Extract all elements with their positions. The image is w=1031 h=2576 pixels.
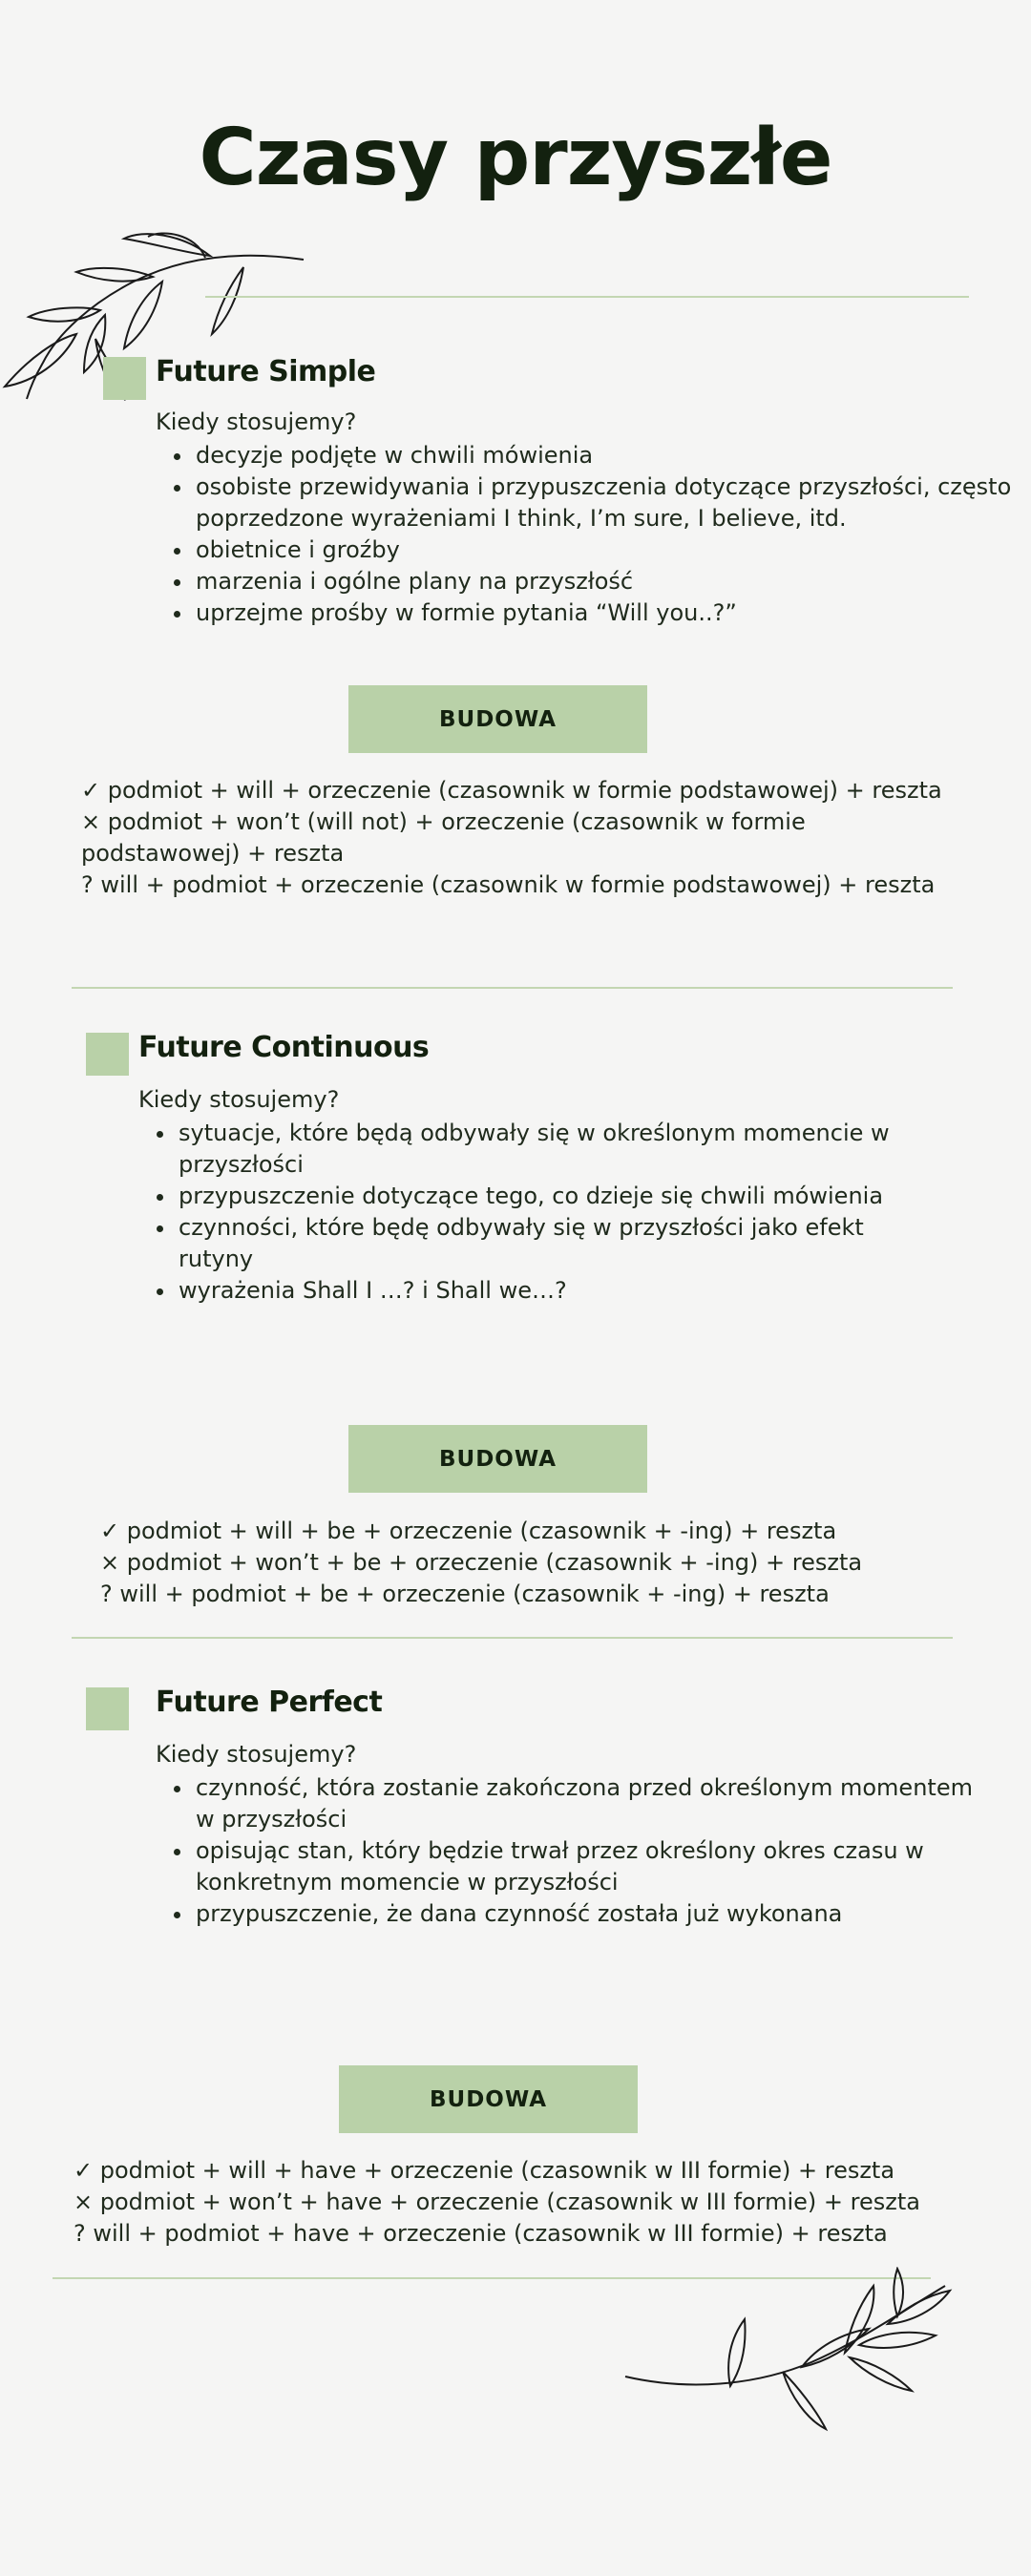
section-marker [103,357,146,400]
list-item: • wyrażenia Shall I …? i Shall we…? [177,1275,940,1307]
list-item: • obietnice i groźby [194,534,1031,566]
list-item: • uprzejme prośby w formie pytania “Will you..?” [194,597,1031,629]
list-item: • osobiste przewidywania i przypuszczenia dotyczące przyszłości, często poprzedzone wyrażeniami I think, I’m sure, I believe, itd. [194,471,1031,534]
section-question: Kiedy stosujemy? [156,1741,357,1768]
usage-list [158,1772,986,1930]
section-marker [86,1687,129,1730]
usage-list [140,1118,940,1307]
leaf-branch-icon [621,2267,955,2439]
section-divider [72,987,953,989]
structure-forms [100,1516,959,1610]
section-question: Kiedy stosujemy? [138,1086,340,1113]
affirmative-form: ✓ podmiot + will + be + orzeczenie (czasownik + -ing) + reszta [100,1518,837,1544]
section-heading: Future Continuous [138,1031,430,1064]
section-heading: Future Simple [156,355,376,388]
budowa-label: BUDOWA [348,685,647,753]
list-item: • czynności, które będę odbywały się w przyszłości jako efekt rutyny [177,1212,940,1275]
question-form: ? will + podmiot + have + orzeczenie (czasownik w III formie) + reszta [74,2220,888,2247]
structure-forms [74,2155,952,2250]
negative-form: × podmiot + won’t (will not) + orzeczenie (czasownik w formie podstawowej) + reszta [81,808,806,867]
structure-forms [81,775,940,901]
section-divider [205,296,969,298]
budowa-label: BUDOWA [348,1425,647,1493]
usage-list [158,440,1031,629]
list-item: • przypuszczenie, że dana czynność została już wykonana [194,1898,986,1930]
list-item: • czynność, która zostanie zakończona przed określonym momentem w przyszłości [194,1772,986,1835]
section-divider [72,1637,953,1639]
negative-form: × podmiot + won’t + have + orzeczenie (czasownik w III formie) + reszta [74,2189,920,2215]
list-item: • marzenia i ogólne plany na przyszłość [194,566,1031,597]
negative-form: × podmiot + won’t + be + orzeczenie (czasownik + -ing) + reszta [100,1549,863,1576]
question-form: ? will + podmiot + orzeczenie (czasownik w formie podstawowej) + reszta [81,871,936,898]
page-title: Czasy przyszłe [199,113,832,203]
budowa-label: BUDOWA [339,2065,638,2133]
affirmative-form: ✓ podmiot + will + orzeczenie (czasownik w formie podstawowej) + reszta [81,777,942,804]
list-item: • opisując stan, który będzie trwał przez określony okres czasu w konkretnym momencie w przyszłości [194,1835,986,1898]
list-item: • decyzje podjęte w chwili mówienia [194,440,1031,471]
list-item: • przypuszczenie dotyczące tego, co dzieje się chwili mówienia [177,1181,940,1212]
section-question: Kiedy stosujemy? [156,408,357,435]
section-marker [86,1033,129,1076]
section-heading: Future Perfect [156,1686,383,1719]
question-form: ? will + podmiot + be + orzeczenie (czasownik + -ing) + reszta [100,1581,830,1607]
affirmative-form: ✓ podmiot + will + have + orzeczenie (czasownik w III formie) + reszta [74,2157,895,2184]
list-item: • sytuacje, które będą odbywały się w określonym momencie w przyszłości [177,1118,940,1181]
